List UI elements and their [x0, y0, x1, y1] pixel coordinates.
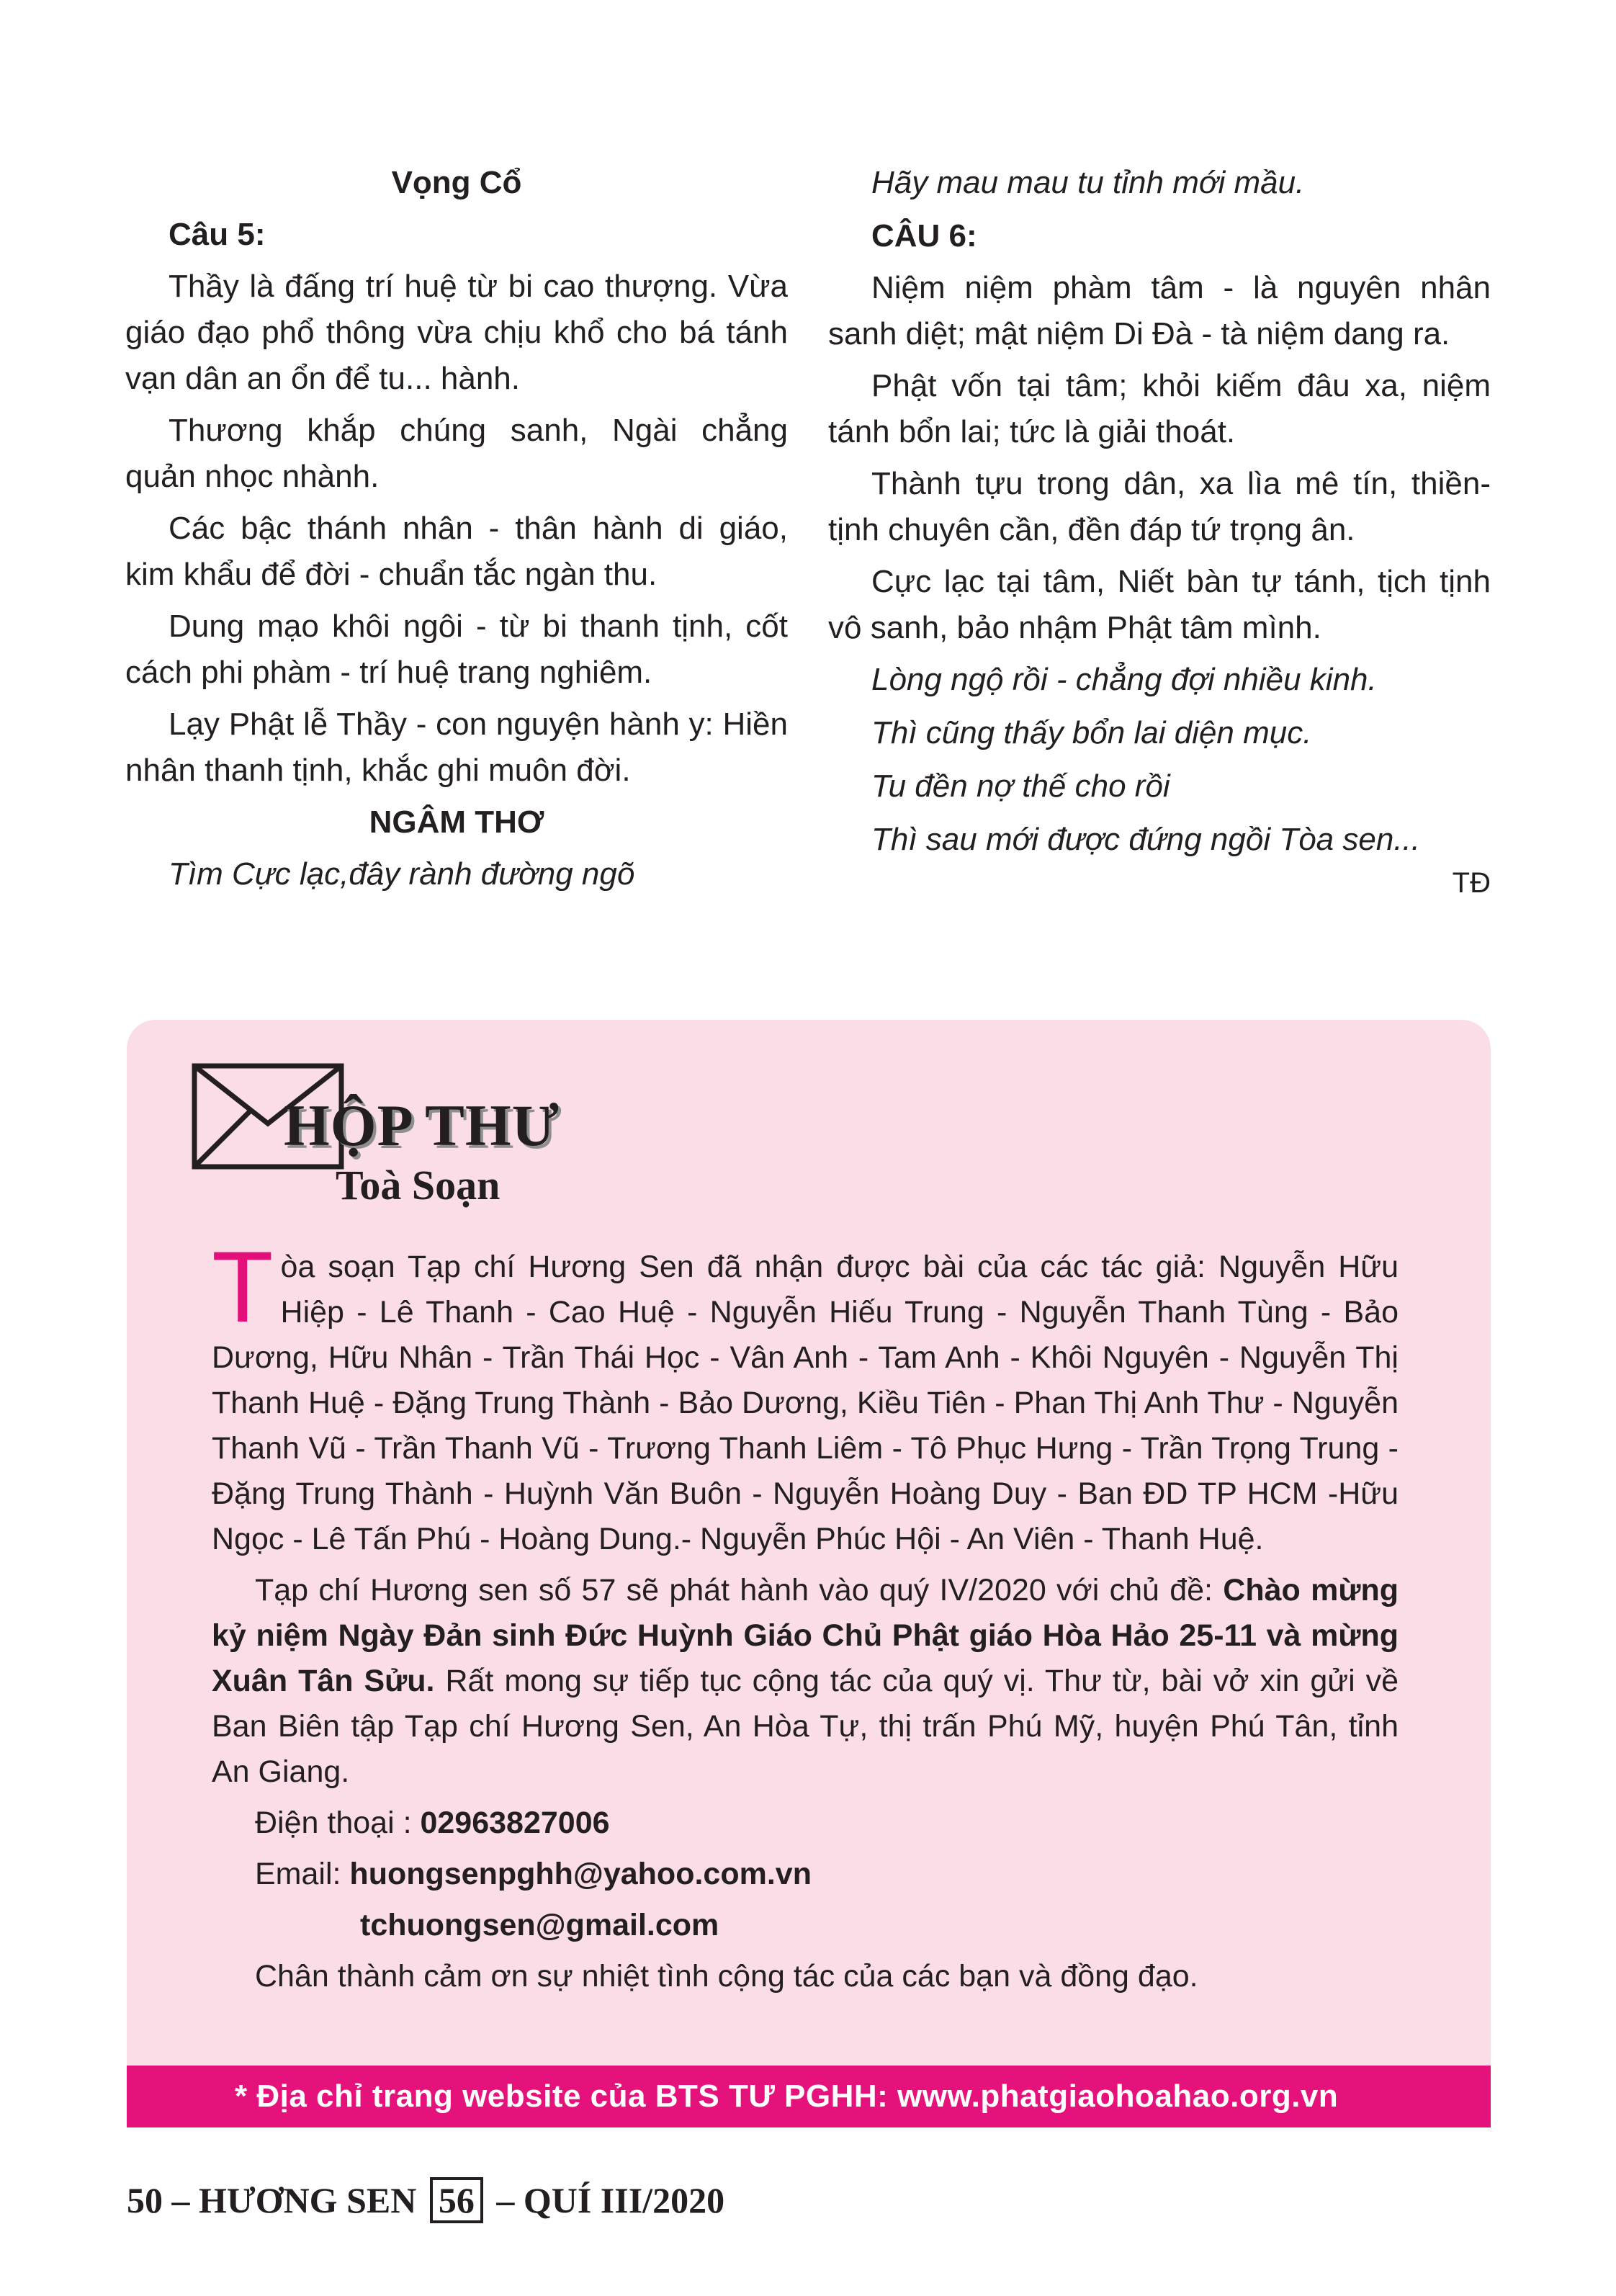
- cau-5-label: Câu 5:: [169, 217, 266, 252]
- left-paragraph: Thương khắp chúng sanh, Ngài chẳng quản nhọc nhành.: [125, 413, 788, 494]
- phone-number: 02963827006: [420, 1806, 610, 1840]
- page-footer: [127, 2175, 724, 2225]
- left-paragraph: Các bậc thánh nhân - thân hành di giáo, kim khẩu để đời - chuẩn tắc ngàn thu.: [125, 511, 788, 592]
- next-issue-text: Tạp chí Hương sen số 57 sẽ phát hành vào quý IV/2020 với chủ đề:: [255, 1573, 1224, 1607]
- right-paragraph: Cực lạc tại tâm, Niết bàn tự tánh, tịch tịnh vô sanh, bảo nhậm Phật tâm mình.: [828, 564, 1491, 645]
- thanks-line: Chân thành cảm ơn sự nhiệt tình cộng tác của các bạn và đồng đạo.: [255, 1959, 1198, 1994]
- cau-6-label: CÂU 6:: [871, 218, 977, 254]
- received-authors-text: òa soạn Tạp chí Hương Sen đã nhận được bài của các tác giả: Nguyễn Hữu Hiệp - Lê Thanh - Cao Huệ - Nguyễn Hiếu Trung - Nguyễn Thanh Tùng - Bảo Dương, Hữu Nhân - Trần Thái Học - Vân Anh - Tam Anh - Khôi Nguyên - Nguyễn Thị Thanh Huệ - Đặng Trung Thành - Bảo Dương, Kiều Tiên - Phan Thị Anh Thư - Nguyễn Thanh Vũ - Trần Thanh Vũ - Trương Thanh Liêm - Tô Phục Hưng - Trần Trọng Trung - Đặng Trung Thành - Huỳnh Văn Buôn - Nguyễn Hoàng Duy - Ban ĐD TP HCM -Hữu Ngọc - Lê Tấn Phú - Hoàng Dung.- Nguyễn Phúc Hội - An Viên - Thanh Huệ.: [212, 1250, 1399, 1556]
- left-paragraph: Dung mạo khôi ngôi - từ bi thanh tịnh, cốt cách phi phàm - trí huệ trang nghiêm.: [125, 609, 788, 690]
- vong-co-heading: Vọng Cổ: [391, 165, 522, 200]
- issue-number-box: 56: [430, 2177, 483, 2223]
- right-verse: Tu đền nợ thế cho rồi: [871, 768, 1170, 804]
- next-issue-details: Rất mong sự tiếp tục cộng tác của quý vị. Thư từ, bài vở xin gửi về Ban Biên tập Tạp chí Hương Sen, An Hòa Tự, thị trấn Phú Mỹ, huyện Phú Tân, tỉnh An Giang.: [212, 1664, 1399, 1789]
- email-label: Email:: [255, 1857, 350, 1891]
- left-verse: Tìm Cực lạc,đây rành đường ngõ: [169, 856, 635, 892]
- page-number: 50: [127, 2180, 163, 2220]
- phone-label: Điện thoại :: [255, 1806, 421, 1840]
- drop-cap: T: [212, 1230, 274, 1343]
- mailbox-title: HỘP THƯ: [284, 1093, 560, 1158]
- right-column: [828, 160, 1491, 912]
- magazine-name: – HƯƠNG SEN: [171, 2180, 417, 2220]
- website-banner: * Địa chỉ trang website của BTS TƯ PGHH: www.phatgiaohoahao.org.vn: [127, 2066, 1491, 2127]
- email-address-1: huongsenpghh@yahoo.com.vn: [349, 1857, 812, 1891]
- ngam-tho-heading: NGÂM THƠ: [369, 804, 544, 840]
- right-paragraph: Niệm niệm phàm tâm - là nguyên nhân sanh diệt; mật niệm Di Đà - tà niệm dang ra.: [828, 270, 1491, 351]
- author-signature: TĐ: [1452, 867, 1491, 899]
- left-paragraph: Thầy là đấng trí huệ từ bi cao thượng. Vừa giáo đạo phổ thông vừa chịu khổ cho bá tánh vạn dân an ổn để tu... hành.: [125, 269, 788, 396]
- mailbox-panel: [127, 1020, 1491, 2127]
- email-line: [212, 1852, 1399, 1897]
- issue-period: – QUÍ III/2020: [496, 2180, 725, 2220]
- left-paragraph: Lạy Phật lễ Thầy - con nguyện hành y: Hiền nhân thanh tịnh, khắc ghi muôn đời.: [125, 707, 788, 788]
- right-verse-top: Hãy mau mau tu tỉnh mới mầu.: [871, 165, 1305, 200]
- right-verse: Thì cũng thấy bổn lai diện mục.: [871, 715, 1312, 750]
- right-verse: Lòng ngộ rồi - chẳng đợi nhiều kinh.: [871, 662, 1377, 697]
- mailbox-body: [212, 1230, 1399, 2005]
- right-verse: Thì sau mới được đứng ngồi Tòa sen...: [871, 822, 1420, 857]
- email-address-2: tchuongsen@gmail.com: [360, 1908, 719, 1942]
- phone-line: [212, 1801, 1399, 1846]
- next-issue-paragraph: [212, 1568, 1399, 1795]
- next-issue-theme: Chào mừng kỷ niệm Ngày Đản sinh Đức Huỳnh Giáo Chủ Phật giáo Hòa Hảo 25-11 và mừng Xuân Tân Sửu.: [212, 1573, 1399, 1698]
- right-paragraph: Phật vốn tại tâm; khỏi kiếm đâu xa, niệm tánh bổn lai; tức là giải thoát.: [828, 368, 1491, 449]
- left-column: [125, 160, 788, 905]
- mailbox-subtitle: Toà Soạn: [336, 1162, 500, 1208]
- email-line-2: [212, 1903, 1399, 1948]
- right-paragraph: Thành tựu trong dân, xa lìa mê tín, thiền-tịnh chuyên cần, đền đáp tứ trọng ân.: [828, 466, 1491, 547]
- received-authors-paragraph: [212, 1230, 1399, 1562]
